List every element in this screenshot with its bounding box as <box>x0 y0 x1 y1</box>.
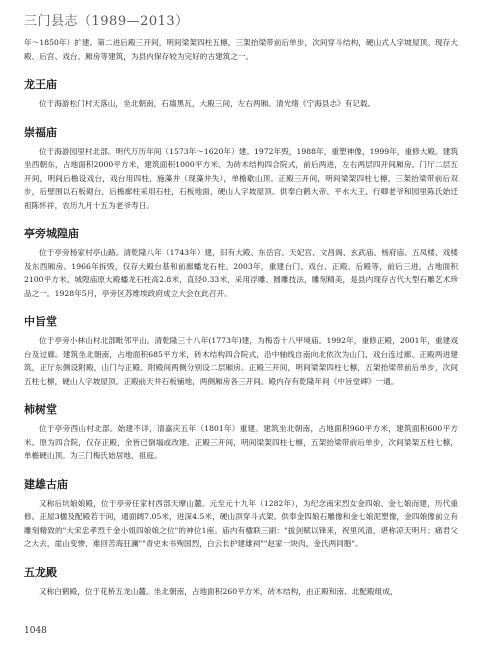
section-title-chongfu-temple: 崇福庙 <box>24 125 57 139</box>
section-title-longwang-temple: 龙王庙 <box>24 78 57 91</box>
section-text-shishu-hall: 位于亭旁西山村北部。始建不详，清嘉庆五年（1801年）重建。建筑坐北朝南，占地面积960平方米，建筑面积600平方米。原为四合院，仅存正殿，余皆已倒塌或改建。正殿三开间，明间梁架四柱七檩，五架抬梁带前后单步，次间梁架五柱七檩，单檐硬山顶。为三门梅氏始居地，祖庭。 <box>24 424 458 460</box>
section-text-longwang-temple: 位于海游松门村天落山，坐北朝南，石墙黑瓦，大殿三间，左右两厢。清光绪《宁海县志》有记载。 <box>39 99 376 108</box>
section-title-wulong-hall: 五龙殿 <box>24 565 57 579</box>
page-body <box>24 36 458 598</box>
section-title-jianxiong-temple: 建雄古庙 <box>24 477 68 491</box>
section-text-zhongzhi-hall: 位于亭旁小林山村北部毗邻平山。清乾隆三十八年(1773年)建，为梅岙十八甲境庙。1992年，重修正殿，2001年，重建戏台及过廊。建筑坐北朝南，占地面积685平方米，砖木结构四合院式，沿中轴线自南向北依次为山门、戏台连过廊、正殿两进建筑，正厅东侧设附殿，山门与正殿、附殿间两侧分别设二层厢房。正殿三开间，明间梁架四柱七檩，五架抬梁带前后单步，次间五柱七檩，硬山人字坡屋顶。正殿前天井石板铺地，两侧厢房各三开间。殿内存有乾隆年间《中旨堂碑》一通。 <box>24 336 458 386</box>
section-text-wulong-hall: 又称白鹤殿，位于花桥五龙山麓。坐北朝南，占地面积260平方米，砖木结构，由正殿和南、北配殿组成， <box>39 586 398 596</box>
section-title-zhongzhi-hall: 中旨堂 <box>24 315 57 328</box>
section-title-tingpang-chenghuang-temple: 亭旁城隍庙 <box>24 227 79 240</box>
section-text-jianxiong-temple: 又称后坑娘娘殿，位于亭旁任家村西部天摩山麓。元至元十九年（1282年），为纪念南宋烈女金四娘、金七娘而建，历代重修。正屋3楹及配殿若干间，通面阔7.05米，进深4.5米，硬山顶穿斗式架。供奉金四娘石雕像和金七娘泥塑像，金四娘像前立有雕刻精致的"大宋忠孝烈千金小姐四娘娘之位"的神位1座。庙内有楹联三副："拔剑赋以锋来，祝里风清，堪称凉天明月；痛君父之大去，崖山变惨，难回苦海狂澜""青史未书殉国烈，白云长护建雄祠""赵家一块肉，金氏两同胞"。 <box>24 498 458 548</box>
section-text-tingpang-chenghuang-temple: 位于亭旁杨家村亭山路。清乾隆八年（1743年）建，旧有大殿、东岳宫、天妃宫、文昌阁、玄武庙、杨府庙、五凤楼、戏楼及东西厢房。1966年拆毁，仅存大殿台基和前廊蟠龙石柱。2003年，重建台门、戏台、正殿、后殿等，前后三进，占地面积2100平方米。城隍庙原大殿蟠龙石柱高2.8米，直径0.33米，采用浮雕、圆雕技法，雕刻精美，是县内现存古代大型石雕艺术珍品之一。1928年5月，亭旁区苏维埃政府成立大会在此召开。 <box>24 248 458 298</box>
running-head: 三门县志（1989—2013） <box>24 14 189 29</box>
section-title-shishu-hall: 柿树堂 <box>24 403 57 416</box>
section-text-chongfu-temple: 位于海游园里村北部。明代万历年间（1573年～1620年）建。1972年毁，1988年，重塑神像，1999年，重修大殿。建筑坐西朝东，占地面积2000平方米，建筑面积1000平方米。为砖木结构四合院式，前后两进，左右两层四开间厢房。门厅二层五开间，明间后檐设戏台，戏台用四柱，施藻井（现藻井失），单檐歇山顶。正殿三开间，明间梁架四柱七檩，三架抬梁带前后双步，后壁围以石板砌台，后檐廊柱采用石柱，石板地面，硬山人字坡屋顶。供奉白鹤大帝、平水大王、行卿老爷和园里陈氏始迁祖陈怀祥，农历九月十五为老爷寿日。 <box>24 146 458 210</box>
intro-paragraph: 年～1850年）扩建。第二进后殿三开间，明间梁架四柱五檩，三架抬梁带前后单步，次间穿斗结构，硬山式人字坡屋顶。现存大殿、后宫、戏台、厢房等建筑，为县内保存较为完好的古建筑之一。 <box>24 38 458 61</box>
page-number: 1048 <box>24 626 47 636</box>
